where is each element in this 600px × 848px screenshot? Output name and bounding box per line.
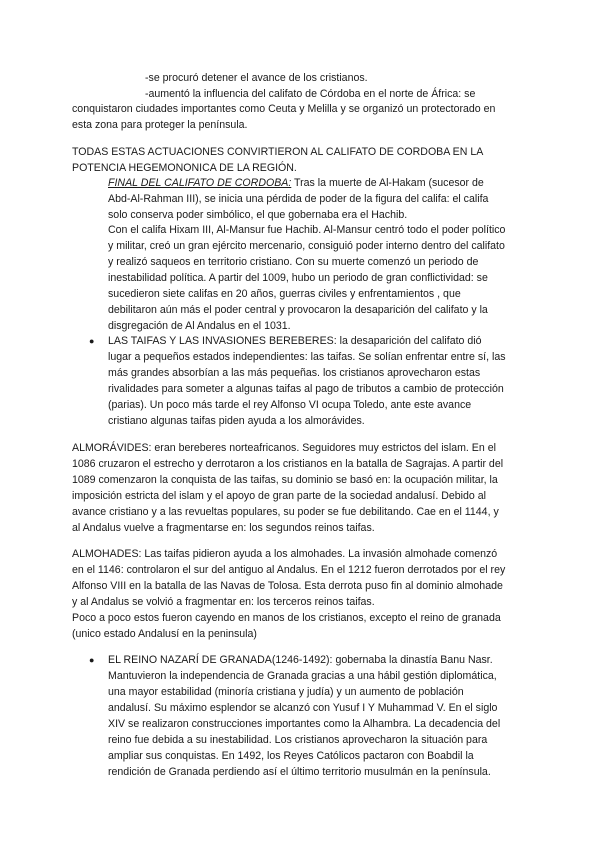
- text-line: y militar, creó un gran ejército mercenario, consiguió poder interno dentro del califato: [108, 240, 505, 252]
- text-line: ampliar sus conquistas. En 1492, los Reyes Católicos pactaron con Boabdil la: [108, 750, 474, 762]
- text-line: una mayor estabilidad (minoría cristiana y judía) y un aumento de población: [108, 686, 464, 698]
- caps-heading-line: POTENCIA HEGEMONONICA DE LA REGIÓN.: [72, 162, 297, 174]
- text-line: imposición estricta del islam y el apoyo de gran parte de la sociedad andalusí. Debido al: [72, 490, 486, 502]
- text-line: en el 1146: controlaron el sur del antiguo al Andalus. En el 1212 fueron derrotados por el rey: [72, 564, 506, 576]
- text-line: lugar a pequeños estados independientes: las taifas. Se solían enfrentar entre sí, las: [108, 351, 506, 363]
- text-line: avance cristiano y a las revueltas populares, su poder se fue debilitando. Cae en el 1144, y: [72, 506, 499, 518]
- text-line: ALMORÁVIDES: eran bereberes norteafricanos. Seguidores muy estrictos del islam. En el: [72, 442, 496, 454]
- text-line: (unico estado Andalusí en la peninsula): [72, 628, 257, 640]
- text-line: XIV se realizaron construcciones importantes como la Alhambra. La decadencia del: [108, 718, 501, 730]
- text-line: más grandes absorbían a las más pequeñas. los cristianos aprovecharon estas: [108, 367, 481, 379]
- text-line: reino fue debida a su inestabilidad. Los cristianos aprovecharon la situación para: [108, 734, 488, 746]
- text-line: -aumentó la influencia del califato de Córdoba en el norte de África: se: [145, 88, 476, 100]
- text-line: Mantuvieron la independencia de Granada gracias a una hábil gestión diplomática,: [108, 670, 497, 682]
- text-line: Poco a poco estos fueron cayendo en manos de los cristianos, excepto el reino de granada: [72, 612, 501, 624]
- bullet-icon: ●: [89, 336, 95, 346]
- text-line: y al Andalus se volvió a fragmentar en: los terceros reinos taifas.: [72, 596, 375, 608]
- text-line: rendición de Granada perdiendo así el último territorio musulmán en la península.: [108, 766, 491, 778]
- text-line: Alfonso VIII en la batalla de las Navas de Tolosa. Esta derrota puso fin al dominio almohade: [72, 580, 503, 592]
- text-line: y realizó saqueos en territorio cristiano. Con su muerte comenzó un periodo de: [108, 256, 479, 268]
- text-line: 1086 cruzaron el estrecho y derrotaron a los cristianos en la batalla de Sagrajas. A partir del: [72, 458, 504, 470]
- bullet-icon: ●: [89, 655, 95, 665]
- text-line: debilitaron aún más el poder central y provocaron la desaparición del califato y la: [108, 304, 488, 316]
- text-line: (parias). Un poco más tarde el rey Alfonso VI ocupa Toledo, ante este avance: [108, 399, 472, 411]
- text-line: Con el califa Hixam III, Al-Mansur fue Hachib. Al-Mansur centró todo el poder político: [108, 224, 506, 236]
- text-line: LAS TAIFAS Y LAS INVASIONES BEREBERES: la desaparición del califato dió: [108, 335, 482, 347]
- text-line: al Andalus vuelve a fragmentarse en: los segundos reinos taifas.: [72, 522, 375, 534]
- text-line: 1089 comenzaron la conquista de las taifas, su dominio se basó en: la ocupación militar, la: [72, 474, 498, 486]
- text-line: EL REINO NAZARÍ DE GRANADA(1246-1492): gobernaba la dinastía Banu Nasr.: [108, 654, 493, 666]
- text-line: andalusí. Su máximo esplendor se alcanzó con Yusuf I Y Muhammad V. En el siglo: [108, 702, 498, 714]
- text-line: disgregación de Al Andalus en el 1031.: [108, 320, 291, 332]
- text-line: cristiano algunas taifas piden ayuda a los almorávides.: [108, 415, 365, 427]
- text-line: sucedieron siete califas en 20 años, guerras civiles y enfrentamientos , que: [108, 288, 461, 300]
- text-line: Abd-Al-Rahman III), se inicia una pérdida de poder de la figura del califa: el califa: [108, 193, 489, 205]
- final-califato-title: FINAL DEL CALIFATO DE CORDOBA:: [108, 177, 292, 189]
- text-line: ALMOHADES: Las taifas pidieron ayuda a los almohades. La invasión almohade comenzó: [72, 548, 498, 560]
- text-line: esta zona para proteger la península.: [72, 119, 248, 131]
- final-califato-first-line: [108, 175, 484, 191]
- caps-heading-line: TODAS ESTAS ACTUACIONES CONVIRTIERON AL CALIFATO DE CORDOBA EN LA: [72, 146, 484, 158]
- text-line: solo conserva poder simbólico, el que gobernaba era el Hachib.: [108, 209, 408, 221]
- text-line: conquistaron ciudades importantes como Ceuta y Melilla y se organizó un protectorado en: [72, 103, 496, 115]
- text-fragment: Tras la muerte de Al-Hakam (sucesor de: [291, 177, 484, 189]
- text-line: -se procuró detener el avance de los cristianos.: [145, 72, 368, 84]
- text-line: rivalidades para someter a algunas taifas al pago de tributos a cambio de protección: [108, 383, 504, 395]
- text-line: inestabilidad política. A partir del 1009, hubo un periodo de gran conflictividad: se: [108, 272, 488, 284]
